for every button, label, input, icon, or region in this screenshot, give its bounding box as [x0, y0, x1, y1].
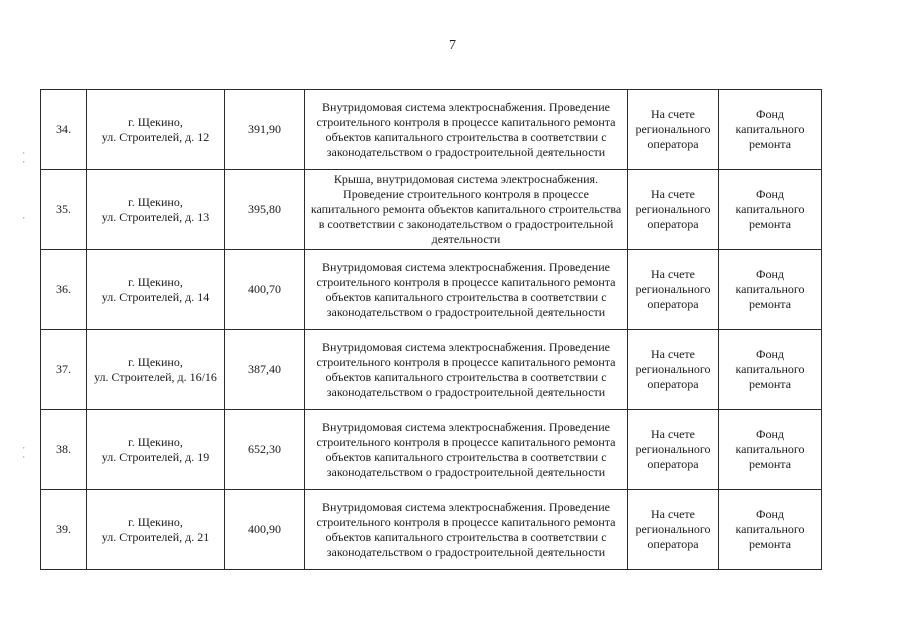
funding-source-cell — [719, 170, 822, 250]
account-text: На счете регионального оператора — [635, 507, 711, 551]
table-row — [41, 250, 822, 330]
account-text: На счете регионального оператора — [635, 427, 711, 471]
table-body — [41, 90, 822, 570]
work-type-cell — [305, 250, 628, 330]
table-row — [41, 170, 822, 250]
scan-speck: · — [21, 214, 27, 224]
address-city: г. Щекино, — [128, 514, 183, 529]
work-type-cell — [305, 170, 628, 250]
row-number-cell — [41, 170, 87, 250]
area-cell — [225, 170, 305, 250]
address-city: г. Щекино, — [128, 194, 183, 209]
address-city: г. Щекино, — [128, 354, 183, 369]
funding-source-text: Фонд капитального ремонта — [735, 267, 805, 311]
address-cell — [87, 170, 225, 250]
row-number: 39. — [56, 522, 71, 536]
row-number: 37. — [56, 362, 71, 376]
work-type-text: Внутридомовая система электроснабжения. Проведение строительного контроля в процессе капитального ремонта объектов капитального строительства в соответствии с законодательством о градостроительной деятельности — [316, 419, 616, 479]
account-text: На счете регионального оператора — [635, 107, 711, 151]
funding-source-cell — [719, 410, 822, 490]
area-value: 391,90 — [248, 122, 281, 136]
account-cell — [628, 170, 719, 250]
funding-source-cell — [719, 490, 822, 570]
account-text: На счете регионального оператора — [635, 347, 711, 391]
account-cell — [628, 330, 719, 410]
row-number: 36. — [56, 282, 71, 296]
work-type-text: Крыша, внутридомовая система электроснабжения. Проведение строительного контроля в процессе капитального ремонта объектов капитального строительства в соответствии с законодательством о градостроительной деятельности — [310, 172, 622, 246]
funding-source-text: Фонд капитального ремонта — [735, 507, 805, 551]
table-row — [41, 330, 822, 410]
area-value: 400,90 — [248, 522, 281, 536]
area-value: 652,30 — [248, 442, 281, 456]
funding-source-text: Фонд капитального ремонта — [735, 427, 805, 471]
row-number: 34. — [56, 122, 71, 136]
scan-speck: · · — [21, 149, 27, 168]
funding-source-cell — [719, 330, 822, 410]
area-value: 400,70 — [248, 282, 281, 296]
work-type-text: Внутридомовая система электроснабжения. Проведение строительного контроля в процессе капитального ремонта объектов капитального строительства в соответствии с законодательством о градостроительной деятельности — [316, 99, 616, 159]
account-text: На счете регионального оператора — [635, 267, 711, 311]
work-type-text: Внутридомовая система электроснабжения. Проведение строительного контроля в процессе капитального ремонта объектов капитального строительства в соответствии с законодательством о градостроительной деятельности — [316, 259, 616, 319]
funding-source-text: Фонд капитального ремонта — [735, 107, 805, 151]
row-number-cell — [41, 490, 87, 570]
work-type-cell — [305, 330, 628, 410]
address-street: ул. Строителей, д. 12 — [101, 129, 210, 144]
address-city: г. Щекино, — [128, 274, 183, 289]
funding-source-cell — [719, 90, 822, 170]
address-cell — [87, 490, 225, 570]
repair-program-table — [40, 89, 822, 570]
row-number-cell — [41, 410, 87, 490]
account-cell — [628, 250, 719, 330]
row-number-cell — [41, 330, 87, 410]
area-cell — [225, 250, 305, 330]
address-street: ул. Строителей, д. 19 — [101, 449, 210, 464]
account-cell — [628, 90, 719, 170]
table-row — [41, 410, 822, 490]
account-cell — [628, 490, 719, 570]
area-cell — [225, 410, 305, 490]
work-type-cell — [305, 410, 628, 490]
page-number: 7 — [449, 38, 456, 53]
address-cell — [87, 330, 225, 410]
account-cell — [628, 410, 719, 490]
table-row — [41, 90, 822, 170]
work-type-cell — [305, 90, 628, 170]
address-city: г. Щекино, — [128, 434, 183, 449]
work-type-text: Внутридомовая система электроснабжения. Проведение строительного контроля в процессе капитального ремонта объектов капитального строительства в соответствии с законодательством о градостроительной деятельности — [316, 339, 616, 399]
address-city: г. Щекино, — [128, 114, 183, 129]
funding-source-text: Фонд капитального ремонта — [735, 187, 805, 231]
funding-source-cell — [719, 250, 822, 330]
address-street: ул. Строителей, д. 16/16 — [94, 369, 217, 384]
work-type-cell — [305, 490, 628, 570]
area-cell — [225, 90, 305, 170]
funding-source-text: Фонд капитального ремонта — [735, 347, 805, 391]
area-value: 387,40 — [248, 362, 281, 376]
address-cell — [87, 90, 225, 170]
address-street: ул. Строителей, д. 14 — [101, 289, 210, 304]
area-cell — [225, 330, 305, 410]
address-street: ул. Строителей, д. 21 — [101, 529, 210, 544]
area-cell — [225, 490, 305, 570]
area-value: 395,80 — [248, 202, 281, 216]
scan-speck: · · — [21, 444, 27, 463]
row-number: 38. — [56, 442, 71, 456]
account-text: На счете регионального оператора — [635, 187, 711, 231]
table-row — [41, 490, 822, 570]
row-number: 35. — [56, 202, 71, 216]
address-cell — [87, 410, 225, 490]
row-number-cell — [41, 90, 87, 170]
row-number-cell — [41, 250, 87, 330]
address-cell — [87, 250, 225, 330]
work-type-text: Внутридомовая система электроснабжения. Проведение строительного контроля в процессе капитального ремонта объектов капитального строительства в соответствии с законодательством о градостроительной деятельности — [316, 499, 616, 559]
address-street: ул. Строителей, д. 13 — [101, 209, 210, 224]
